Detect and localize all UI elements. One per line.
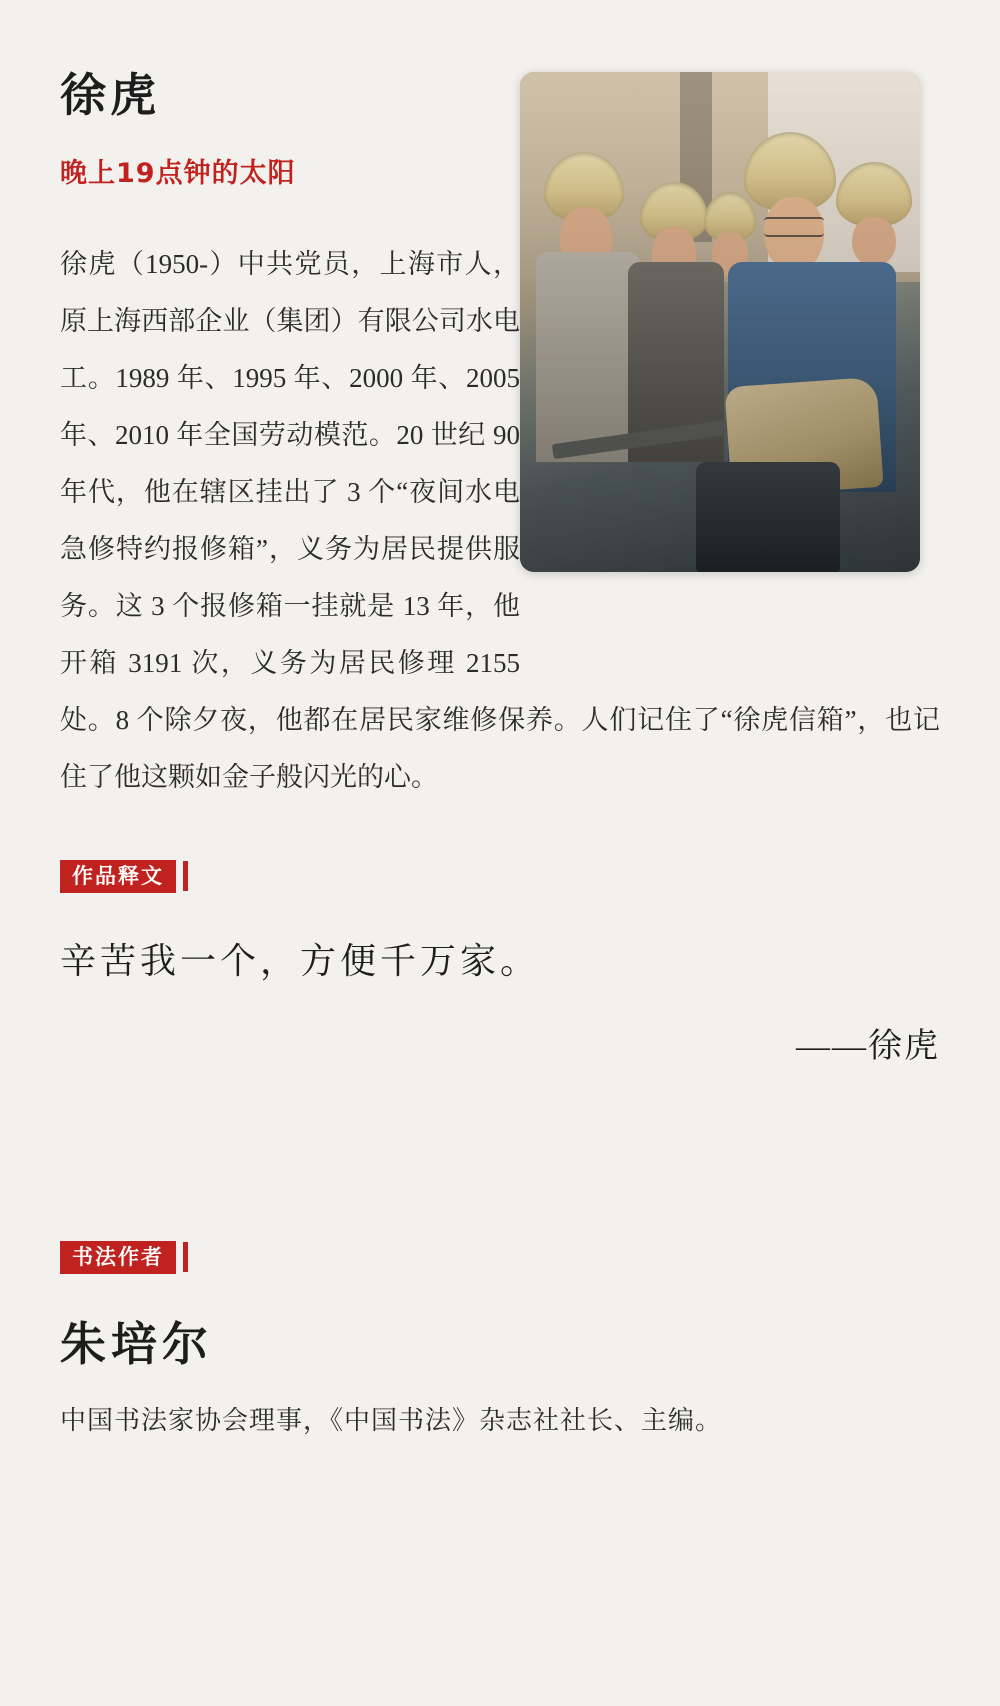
work-note-tag: 作品释文 [60, 860, 176, 893]
calligrapher-description: 中国书法家协会理事，《中国书法》杂志社社长、主编。 [60, 1405, 723, 1435]
bio-text: 徐虎（1950-）中共党员，上海市人，原上海西部企业（集团）有限公司水电工。1989 年、1995 年、2000 年、2005 年、2010 年全国劳动模范。20 世纪 90 年代，他在辖区挂出了 3 个“夜间水电急修特约报修箱”，义务为居民提供服务。这 3 个报修箱一挂就是 13 年，他开箱 3191 次，义务为居民修理 2155 处。8 个除夕夜，他都在居民家维修保养。人们记住了“徐虎信箱”，也记住了他这颗如金子般闪光的心。 [60, 248, 940, 792]
tag-accent-bar [183, 861, 188, 891]
tag-accent-bar [183, 1242, 188, 1272]
work-note-tag-row [0, 860, 1000, 893]
calligrapher-tag-row [0, 1241, 1000, 1274]
quote-text: 辛苦我一个，方便千万家。 [60, 940, 541, 982]
page-subtitle: 晚上19点钟的太阳 [60, 157, 296, 189]
bio-paragraph [60, 236, 940, 806]
photo-text-wrap-spacer [520, 236, 940, 666]
header [0, 0, 1000, 190]
quote-attribution: ——徐虎 [796, 1027, 940, 1065]
calligrapher-tag: 书法作者 [60, 1241, 176, 1274]
calligrapher-name: 朱培尔 [60, 1316, 213, 1371]
bio-section [0, 236, 1000, 806]
page-title: 徐虎 [60, 68, 160, 122]
section-spacer [0, 1067, 1000, 1187]
